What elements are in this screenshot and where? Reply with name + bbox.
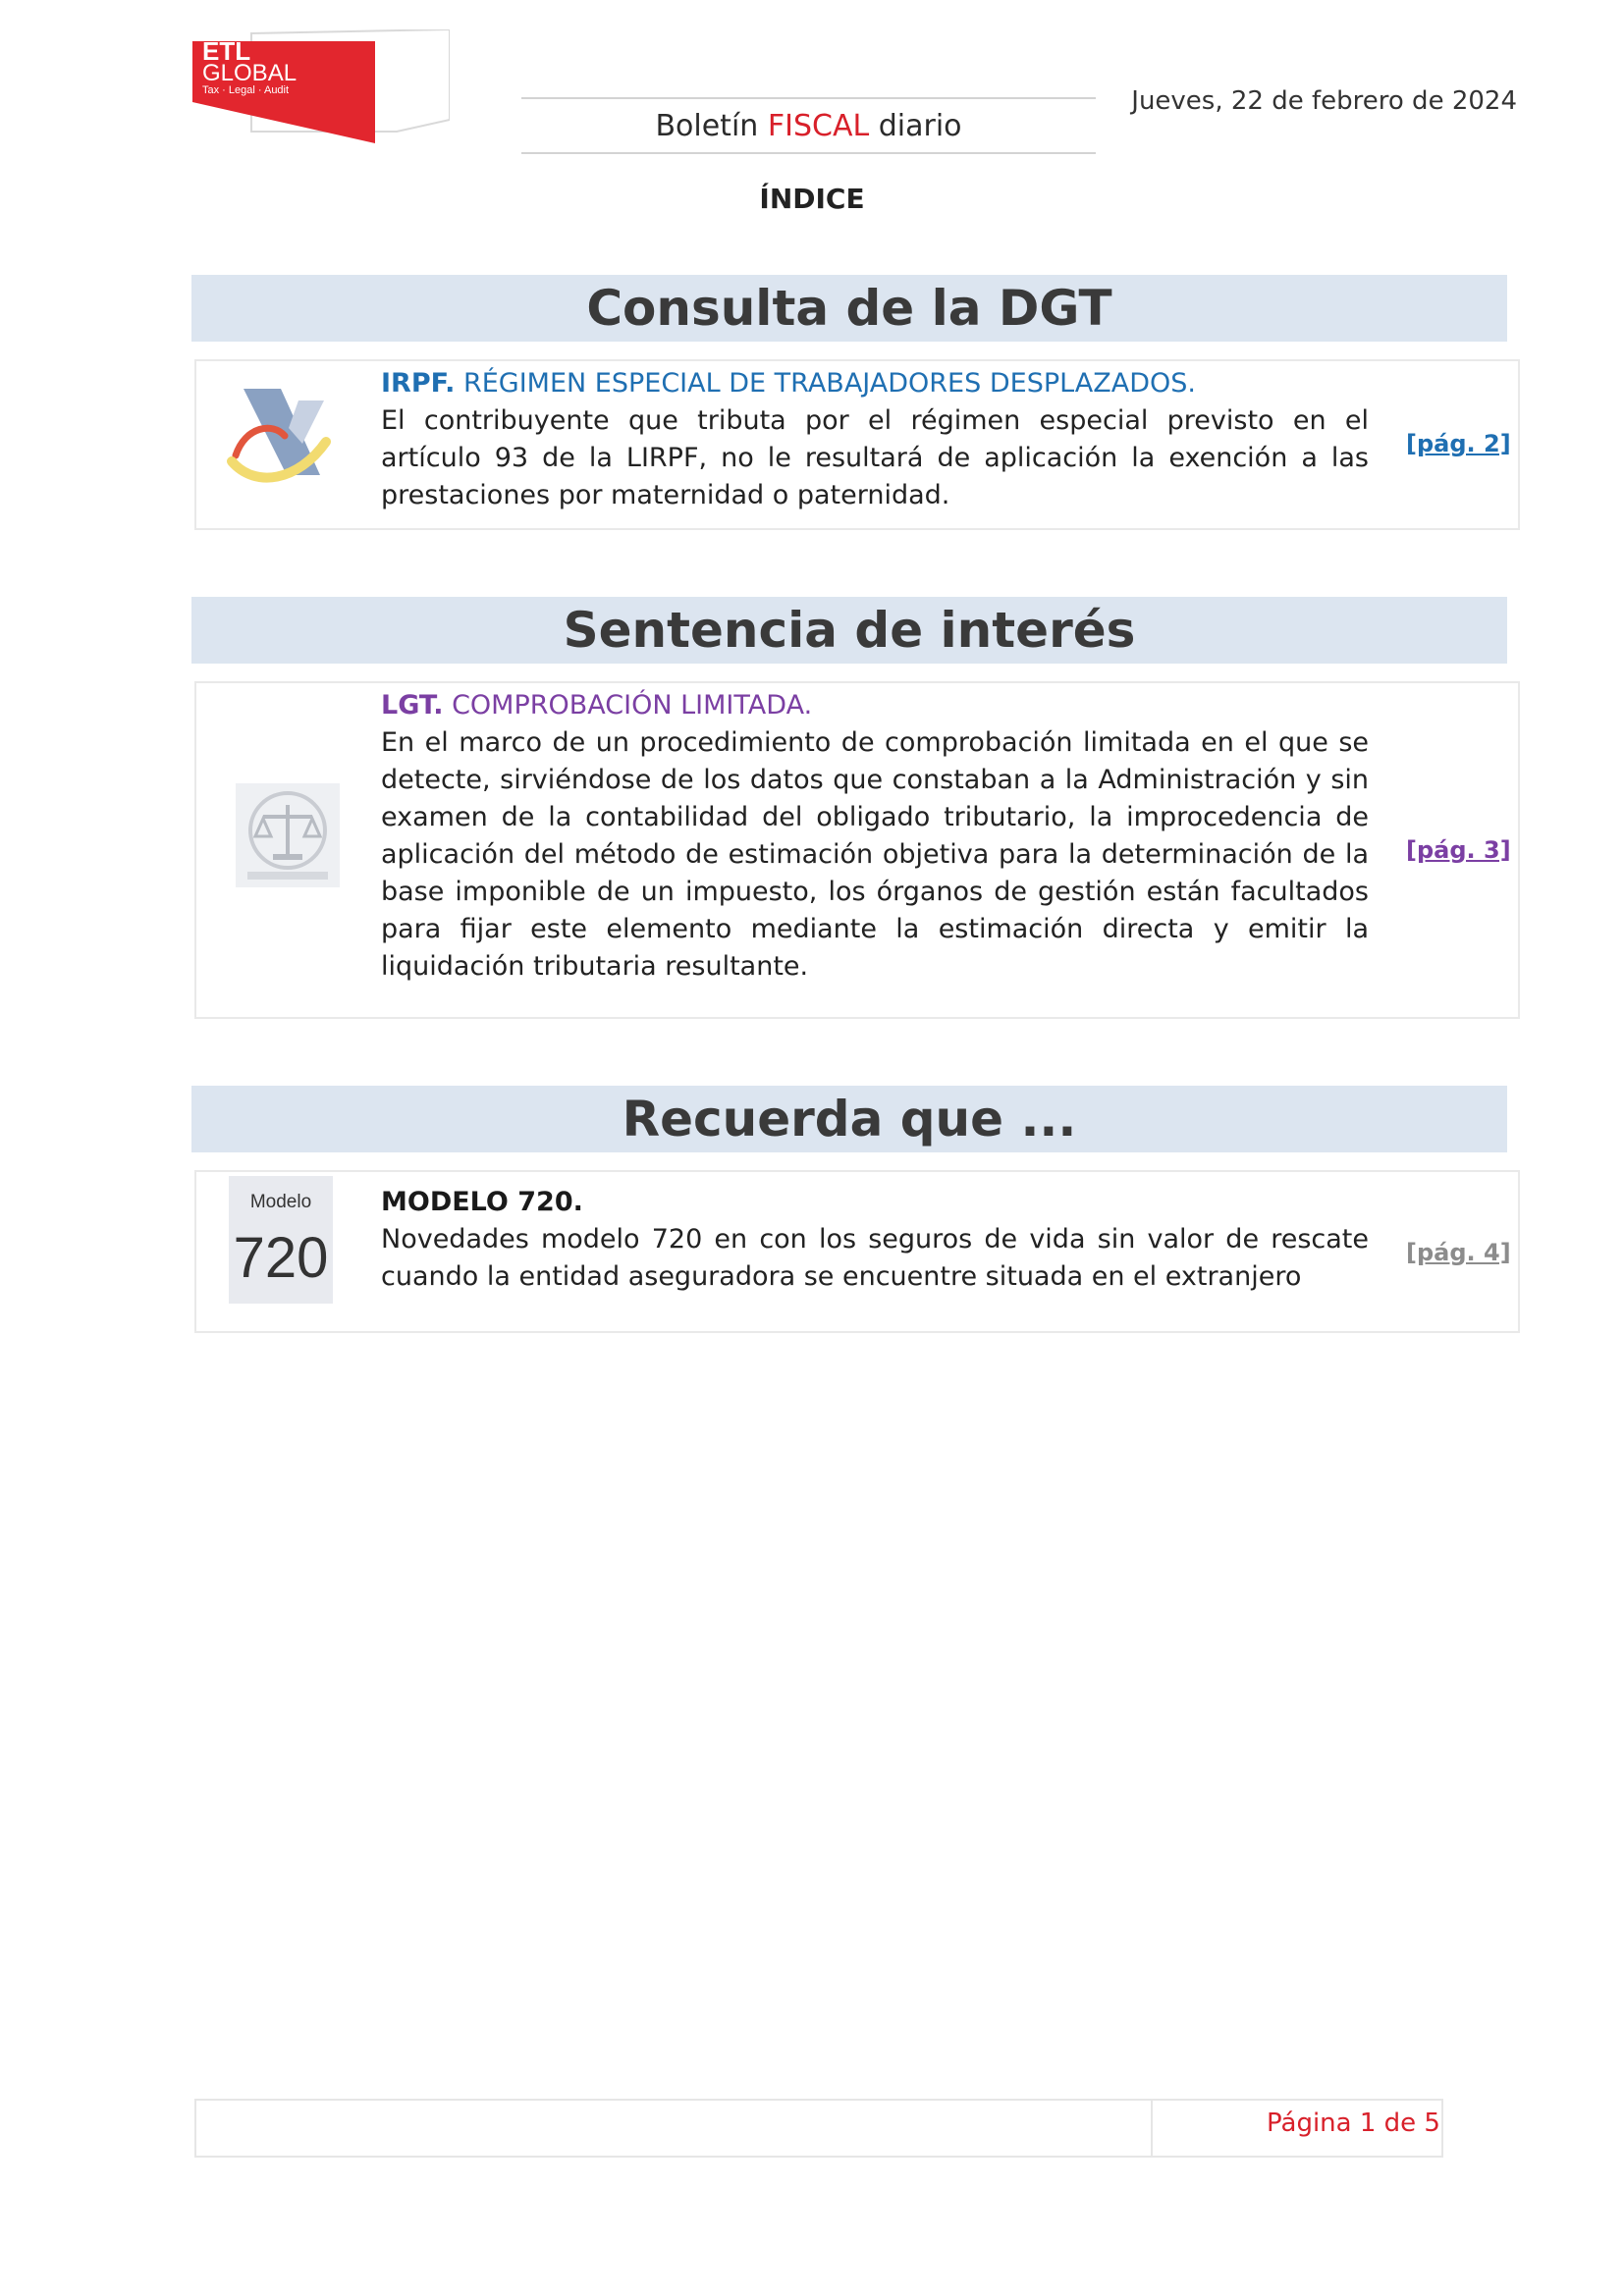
index-entry-dgt — [194, 359, 1520, 530]
page-3-link[interactable]: [pág. 3] — [1406, 836, 1511, 864]
page-4-link[interactable]: [pág. 4] — [1406, 1239, 1511, 1266]
entry-body: Novedades modelo 720 en con los seguros de vida sin valor de rescate cuando la entidad aseguradora se encuentre situada en el extranjero — [381, 1224, 1369, 1292]
title-suffix: diario — [878, 108, 962, 143]
title-highlight: FISCAL — [767, 108, 870, 143]
footer-divider — [1151, 2101, 1153, 2156]
entry-tag: LGT. — [381, 690, 444, 721]
entry-headline-line — [381, 365, 1369, 402]
section-heading-dgt: Consulta de la DGT — [191, 275, 1507, 342]
entry-tag: IRPF. — [381, 368, 456, 399]
index-entry-recuerda — [194, 1170, 1520, 1333]
entry-headline: RÉGIMEN ESPECIAL DE TRABAJADORES DESPLAZADOS. — [462, 368, 1196, 399]
entry-text — [381, 365, 1369, 514]
entry-body: En el marco de un procedimiento de comprobación limitada en el que se detecte, sirviéndose de los datos que constaban a la Administración y sin examen de la contabilidad del obligado tributario, la improcedencia de aplicación del método de estimación objetiva para la determinación de la base imponible de un impuesto, los órganos de gestión están facultados para fijar este elemento mediante la estimación directa y emitir la liquidación tributaria resultante. — [381, 727, 1369, 982]
entry-headline-line — [381, 1184, 1369, 1221]
entry-text — [381, 687, 1369, 986]
bulletin-title — [521, 97, 1096, 154]
entry-headline-line — [381, 687, 1369, 724]
entry-headline: COMPROBACIÓN LIMITADA. — [452, 690, 813, 721]
logo-line-2: GLOBAL — [202, 60, 298, 86]
page-2-link[interactable]: [pág. 2] — [1406, 430, 1511, 457]
entry-body: El contribuyente que tributa por el régimen especial previsto en el artículo 93 de la LIRPF, no le resultará de aplicación la exención a las prestaciones por maternidad o paternidad. — [381, 405, 1369, 510]
scales-of-justice-icon — [236, 783, 340, 887]
bulletin-date — [1080, 86, 1517, 116]
logo-line-3: Tax · Legal · Audit — [202, 84, 290, 96]
section-heading-sentencia: Sentencia de interés — [191, 597, 1507, 664]
etl-global-logo — [192, 29, 450, 145]
page-footer — [194, 2099, 1443, 2158]
logo-text — [202, 36, 298, 97]
title-prefix: Boletín — [655, 108, 759, 143]
agencia-tributaria-icon — [226, 383, 334, 491]
section-heading-recuerda: Recuerda que ... — [191, 1086, 1507, 1152]
index-entry-sentencia — [194, 681, 1520, 1019]
date-weekday: Jueves — [1131, 86, 1216, 116]
entry-headline: MODELO 720. — [381, 1187, 583, 1217]
badge-label: Modelo — [249, 1192, 312, 1212]
page-number: Página 1 de 5 — [1267, 2109, 1440, 2138]
logo-line-1: ETL — [202, 36, 251, 66]
index-title: ÍNDICE — [759, 183, 865, 215]
entry-text — [381, 1184, 1369, 1296]
modelo-720-badge — [229, 1176, 333, 1304]
date-rest: , 22 de febrero de 2024 — [1215, 86, 1517, 116]
badge-number: 720 — [233, 1226, 329, 1290]
